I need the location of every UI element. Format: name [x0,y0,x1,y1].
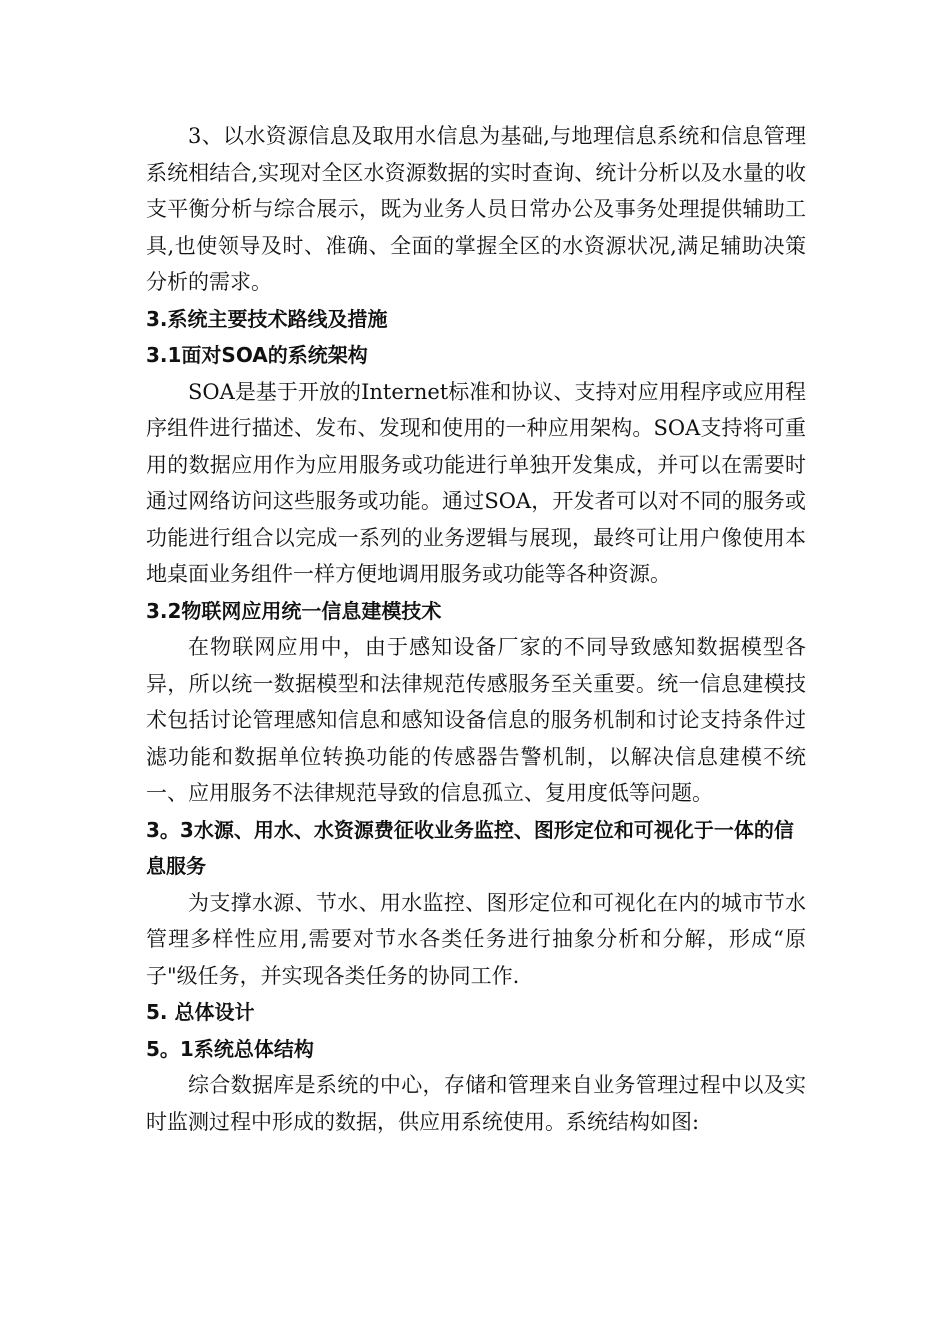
paragraph-water-resource-info: 3、以水资源信息及取用水信息为基础,与地理信息系统和信息管理系统相结合,实现对全区水资源数据的实时查询、统计分析以及水量的收支平衡分析与综合展示，既为业务人员日常办公及事务处理提供辅助工具,也使领导及时、准确、全面的掌握全区的水资源状况,满足辅助决策分析的需求。 [146,124,806,294]
heading-iot-modeling: 3.2物联网应用统一信息建模技术 [146,598,442,623]
paragraph-soa-description: SOA是基于开放的Internet标准和协议、支持对应用程序或应用程序组件进行描述、发布、发现和使用的一种应用架构。SOA支持将可重用的数据应用作为应用服务或功能进行单独开发集成，并可以在需要时通过网络访问这些服务或功能。通过SOA，开发者可以对不同的服务或功能进行组合以完成一系列的业务逻辑与展现，最终可让用户像使用本地桌面业务组件一样方便地调用服务或功能等各种资源。 [146,379,806,586]
document-body [146,118,806,1140]
heading-overall-design: 5. 总体设计 [146,1000,255,1024]
heading-technical-route: 3.系统主要技术路线及措施 [146,306,388,331]
heading-monitoring-service: 3。3水源、用水、水资源费征收业务监控、图形定位和可视化于一体的信息服务 [146,817,794,878]
paragraph-iot-modeling: 在物联网应用中，由于感知设备厂家的不同导致感知数据模型各异，所以统一数据模型和法律规范传感服务至关重要。统一信息建模技术包括讨论管理感知信息和感知设备信息的服务机制和讨论支持条件过滤功能和数据单位转换功能的传感器告警机制，以解决信息建模不统一、应用服务不法律规范导致的信息孤立、复用度低等问题。 [146,635,806,805]
paragraph-monitoring-service: 为支撑水源、节水、用水监控、图形定位和可视化在内的城市节水管理多样性应用,需要对节水各类任务进行抽象分析和分解，形成“原子"级任务，并实现各类任务的协同工作. [146,890,806,988]
paragraph-database-center: 综合数据库是系统的中心，存储和管理来自业务管理过程中以及实时监测过程中形成的数据，供应用系统使用。系统结构如图: [146,1073,806,1134]
heading-system-structure: 5。1系统总体结构 [146,1036,314,1061]
heading-soa-architecture: 3.1面对SOA的系统架构 [146,343,368,367]
